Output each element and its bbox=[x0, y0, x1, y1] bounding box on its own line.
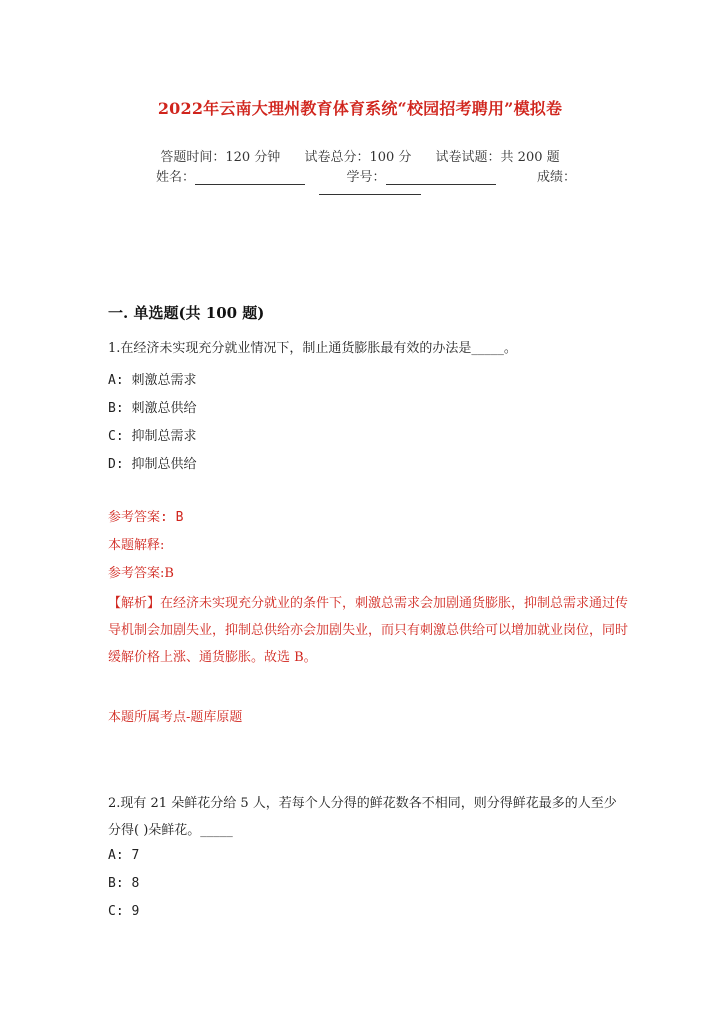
name-blank[interactable] bbox=[195, 171, 305, 185]
score-label: 成绩： bbox=[536, 170, 576, 185]
exam-time: 答题时间：120 分钟 bbox=[160, 150, 281, 165]
q1-explain-label: 本题解释: bbox=[108, 538, 165, 553]
q1-analysis: 【解析】在经济未实现充分就业的条件下，刺激总需求会加剧通货膨胀，抑制总需求通过传导机制会加剧失业，抑制总供给亦会加剧失业，而只有刺激总供给可以增加就业岗位，同时缓解价格上涨、通货膨胀。故选 B。 bbox=[108, 596, 629, 665]
exam-total-score: 试卷总分：100 分 bbox=[304, 150, 412, 165]
section-title: 一. 单选题(共 100 题) bbox=[108, 304, 265, 322]
q1-answer: 参考答案: B bbox=[108, 510, 184, 525]
q1-topic: 本题所属考点-题库原题 bbox=[108, 710, 243, 725]
student-info bbox=[156, 166, 576, 185]
q2-option-c[interactable]: C: 9 bbox=[108, 904, 140, 919]
q1-option-d[interactable]: D: 抑制总供给 bbox=[108, 457, 197, 472]
id-blank[interactable] bbox=[386, 171, 496, 185]
q2-option-b[interactable]: B: 8 bbox=[108, 876, 140, 891]
score-blank[interactable] bbox=[319, 186, 421, 195]
name-label: 姓名： bbox=[156, 170, 196, 185]
q1-answer-repeat: 参考答案:B bbox=[108, 566, 174, 581]
question-2-text: 2.现有 21 朵鲜花分给 5 人，若每个人分得的鲜花数各不相同，则分得鲜花最多的人至少分得( )朵鲜花。_____ bbox=[108, 796, 617, 838]
q1-option-a[interactable]: A: 刺激总需求 bbox=[108, 373, 197, 388]
q1-option-b[interactable]: B: 刺激总供给 bbox=[108, 401, 197, 416]
q1-option-c[interactable]: C: 抑制总需求 bbox=[108, 429, 197, 444]
exam-title: 2022年云南大理州教育体育系统“校园招考聘用”模拟卷 bbox=[157, 99, 563, 118]
exam-meta bbox=[0, 146, 720, 165]
q2-option-a[interactable]: A: 7 bbox=[108, 848, 140, 863]
id-label: 学号： bbox=[346, 170, 386, 185]
question-1-text: 1.在经济未实现充分就业情况下，制止通货膨胀最有效的办法是_____。 bbox=[108, 341, 517, 356]
exam-question-count: 试卷试题：共 200 题 bbox=[435, 150, 560, 165]
